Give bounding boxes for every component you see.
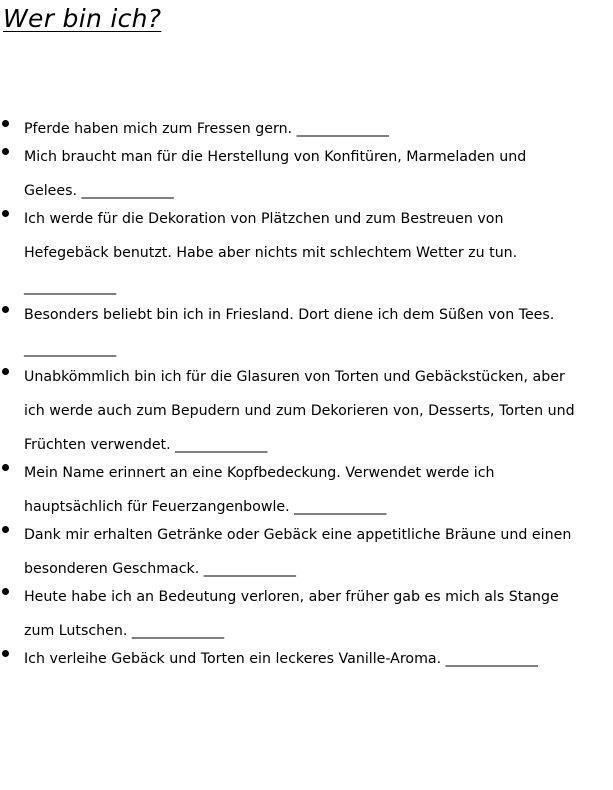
list-item [0,456,613,524]
list-item [0,202,613,304]
worksheet-title: Wer bin ich? [3,4,162,33]
riddle-text: Besonders beliebt bin ich in Friesland. Dort diene ich dem Süßen von Tees. _____________ [24,307,555,357]
bullet-icon [2,526,9,533]
list-item [0,140,613,208]
riddle-text: Ich verleihe Gebäck und Torten ein leckeres Vanille-Aroma. _____________ [24,651,538,667]
riddle-text: Mein Name erinnert an eine Kopfbedeckung. Verwendet werde ich hauptsächlich für Feuerzangenbowle. _____________ [24,465,495,515]
bullet-icon [2,464,9,471]
riddle-text: Dank mir erhalten Getränke oder Gebäck eine appetitliche Bräune und einen besonderen Geschmack. _____________ [24,527,572,577]
bullet-icon [2,368,9,375]
bullet-icon [2,650,9,657]
list-item [0,360,613,462]
list-item [0,580,613,648]
bullet-icon [2,148,9,155]
list-item [0,298,613,366]
riddle-text: Pferde haben mich zum Fressen gern. _____________ [24,121,389,137]
riddle-text: Unabkömmlich bin ich für die Glasuren von Torten und Gebäckstücken, aber ich werde auch zum Bepudern und zum Dekorieren von, Desserts, Torten und Früchten verwendet. _____________ [24,369,575,453]
list-item [0,642,613,676]
bullet-icon [2,120,9,127]
list-item [0,518,613,586]
riddle-text: Heute habe ich an Bedeutung verloren, aber früher gab es mich als Stange zum Lutschen. _____________ [24,589,559,639]
riddle-text: Mich braucht man für die Herstellung von Konfitüren, Marmeladen und Gelees. _____________ [24,149,527,199]
bullet-icon [2,588,9,595]
bullet-icon [2,210,9,217]
bullet-icon [2,306,9,313]
riddle-list [0,118,613,676]
riddle-text: Ich werde für die Dekoration von Plätzchen und zum Bestreuen von Hefegebäck benutzt. Habe aber nichts mit schlechtem Wetter zu tun. _____________ [24,211,518,295]
